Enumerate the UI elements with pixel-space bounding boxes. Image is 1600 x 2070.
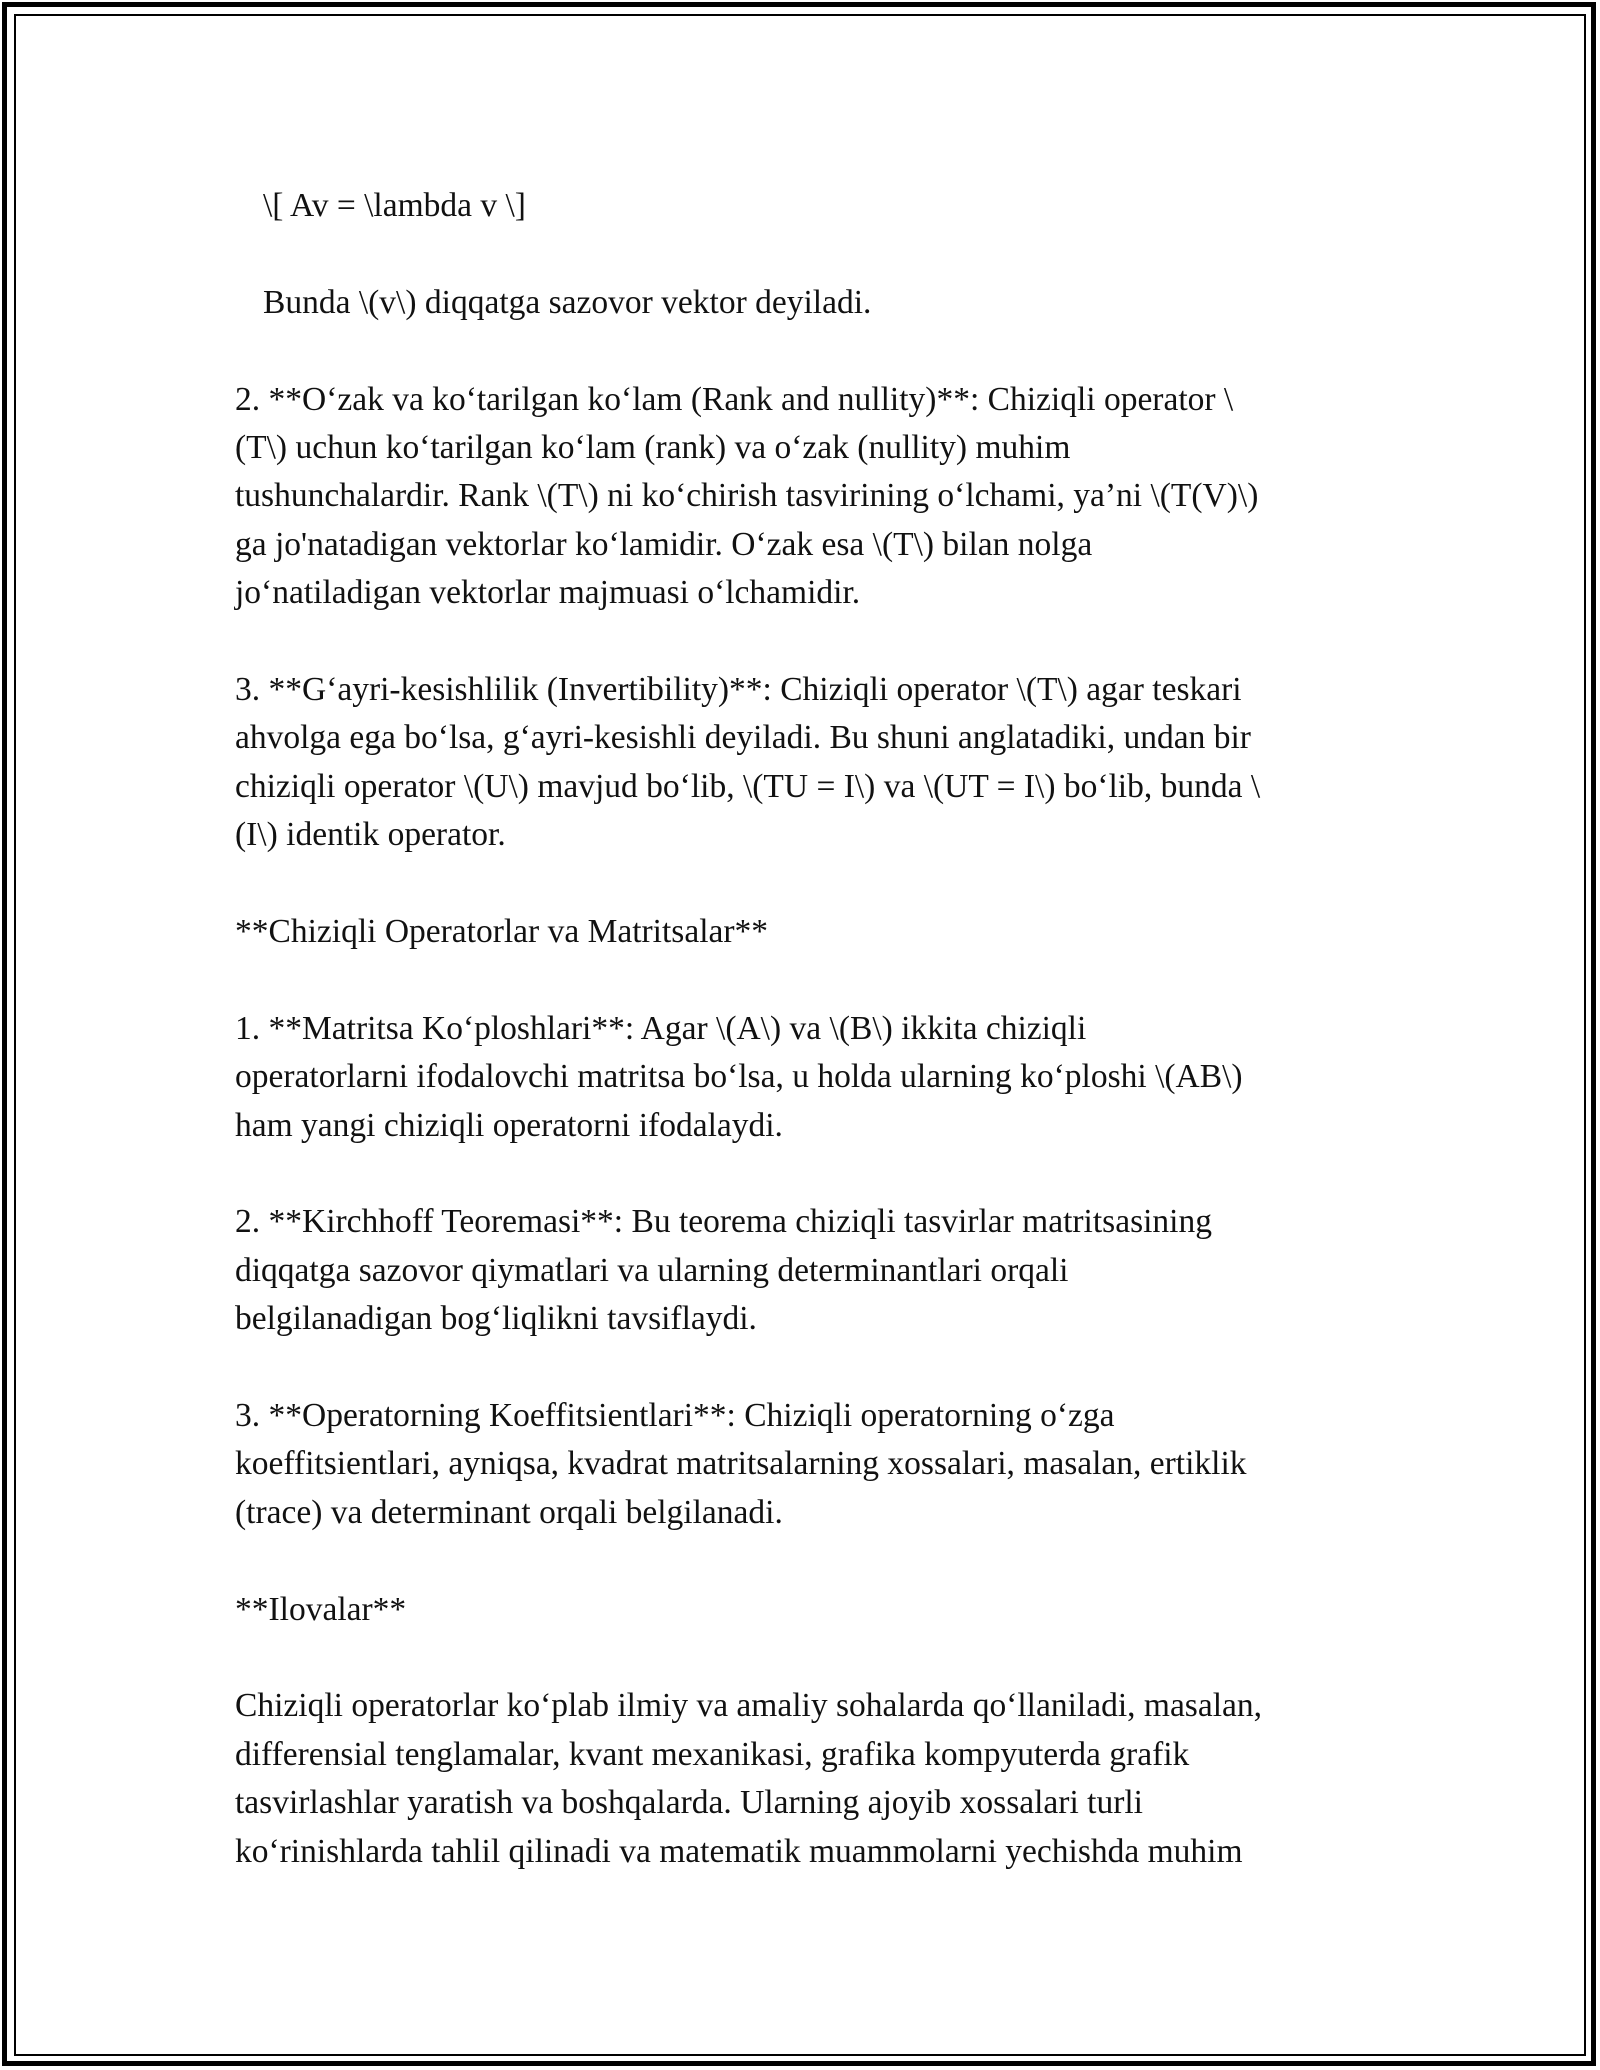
text-line: \[ Av = \lambda v \] — [263, 187, 526, 224]
document-body — [235, 182, 1365, 1924]
text-line: belgilanadigan bog‘liqlikni tavsiflaydi. — [235, 1300, 757, 1338]
text-line: tasvirlashlar yaratish va boshqalarda. Ularning ajoyib xossalari turli — [235, 1784, 1143, 1822]
paragraph-heading-operators-matrices — [235, 908, 1365, 956]
paragraph-matrix-products — [235, 1005, 1365, 1150]
text-line: tushunchalardir. Rank \(T\) ni ko‘chirish tasvirining o‘lchami, ya’ni \(T(V)\) — [235, 477, 1259, 515]
paragraph-applications — [235, 1682, 1365, 1876]
paragraph-eigen-vector-note — [235, 279, 1365, 327]
paragraph-eigen-formula — [235, 182, 1365, 230]
text-line: (trace) va determinant orqali belgilanadi. — [235, 1493, 783, 1531]
text-line: 1. **Matritsa Ko‘ploshlari**: Agar \(A\) va \(B\) ikkita chiziqli — [235, 1009, 1087, 1047]
text-line: **Ilovalar** — [235, 1590, 407, 1628]
text-line: ahvolga ega bo‘lsa, g‘ayri-kesishli deyiladi. Bu shuni anglatadiki, undan bir — [235, 719, 1251, 757]
text-line: (T\) uchun ko‘tarilgan ko‘lam (rank) va o‘zak (nullity) muhim — [235, 429, 1071, 466]
text-line: 2. **O‘zak va ko‘tarilgan ko‘lam (Rank and nullity)**: Chiziqli operator \ — [235, 380, 1234, 418]
text-line: (I\) identik operator. — [235, 816, 506, 854]
text-line: **Chiziqli Operatorlar va Matritsalar** — [235, 913, 769, 951]
text-line: Bunda \(v\) diqqatga sazovor vektor deyiladi. — [263, 283, 872, 321]
text-line: koeffitsientlari, ayniqsa, kvadrat matritsalarning xossalari, masalan, ertiklik — [235, 1445, 1247, 1483]
paragraph-invertibility — [235, 666, 1365, 860]
text-line: operatorlarni ifodalovchi matritsa bo‘lsa, u holda ularning ko‘ploshi \(AB\) — [235, 1058, 1243, 1096]
paragraph-coefficients — [235, 1392, 1365, 1537]
text-line: jo‘natiladigan vektorlar majmuasi o‘lchamidir. — [235, 574, 861, 612]
text-line: ga jo'natadigan vektorlar ko‘lamidir. O‘zak esa \(T\) bilan nolga — [235, 525, 1093, 563]
text-line: 2. **Kirchhoff Teoremasi**: Bu teorema chiziqli tasvirlar matritsasining — [235, 1203, 1212, 1241]
text-line: Chiziqli operatorlar ko‘plab ilmiy va amaliy sohalarda qo‘llaniladi, masalan, — [235, 1687, 1263, 1725]
text-line: ko‘rinishlarda tahlil qilinadi va matematik muammolarni yechishda muhim — [235, 1832, 1243, 1870]
paragraph-heading-applications — [235, 1586, 1365, 1634]
paragraph-kirchhoff — [235, 1198, 1365, 1343]
paragraph-list — [235, 182, 1365, 1876]
paragraph-rank-nullity — [235, 376, 1365, 618]
text-line: ham yangi chiziqli operatorni ifodalaydi. — [235, 1106, 783, 1144]
text-line: diqqatga sazovor qiymatlari va ularning determinantlari orqali — [235, 1251, 1069, 1289]
text-line: chiziqli operator \(U\) mavjud bo‘lib, \(TU = I\) va \(UT = I\) bo‘lib, bunda \ — [235, 767, 1261, 805]
text-line: 3. **G‘ayri-kesishlilik (Invertibility)**: Chiziqli operator \(T\) agar teskari — [235, 671, 1242, 709]
text-line: 3. **Operatorning Koeffitsientlari**: Chiziqli operatorning o‘zga — [235, 1397, 1115, 1435]
text-line: differensial tenglamalar, kvant mexanikasi, grafika kompyuterda grafik — [235, 1735, 1190, 1773]
